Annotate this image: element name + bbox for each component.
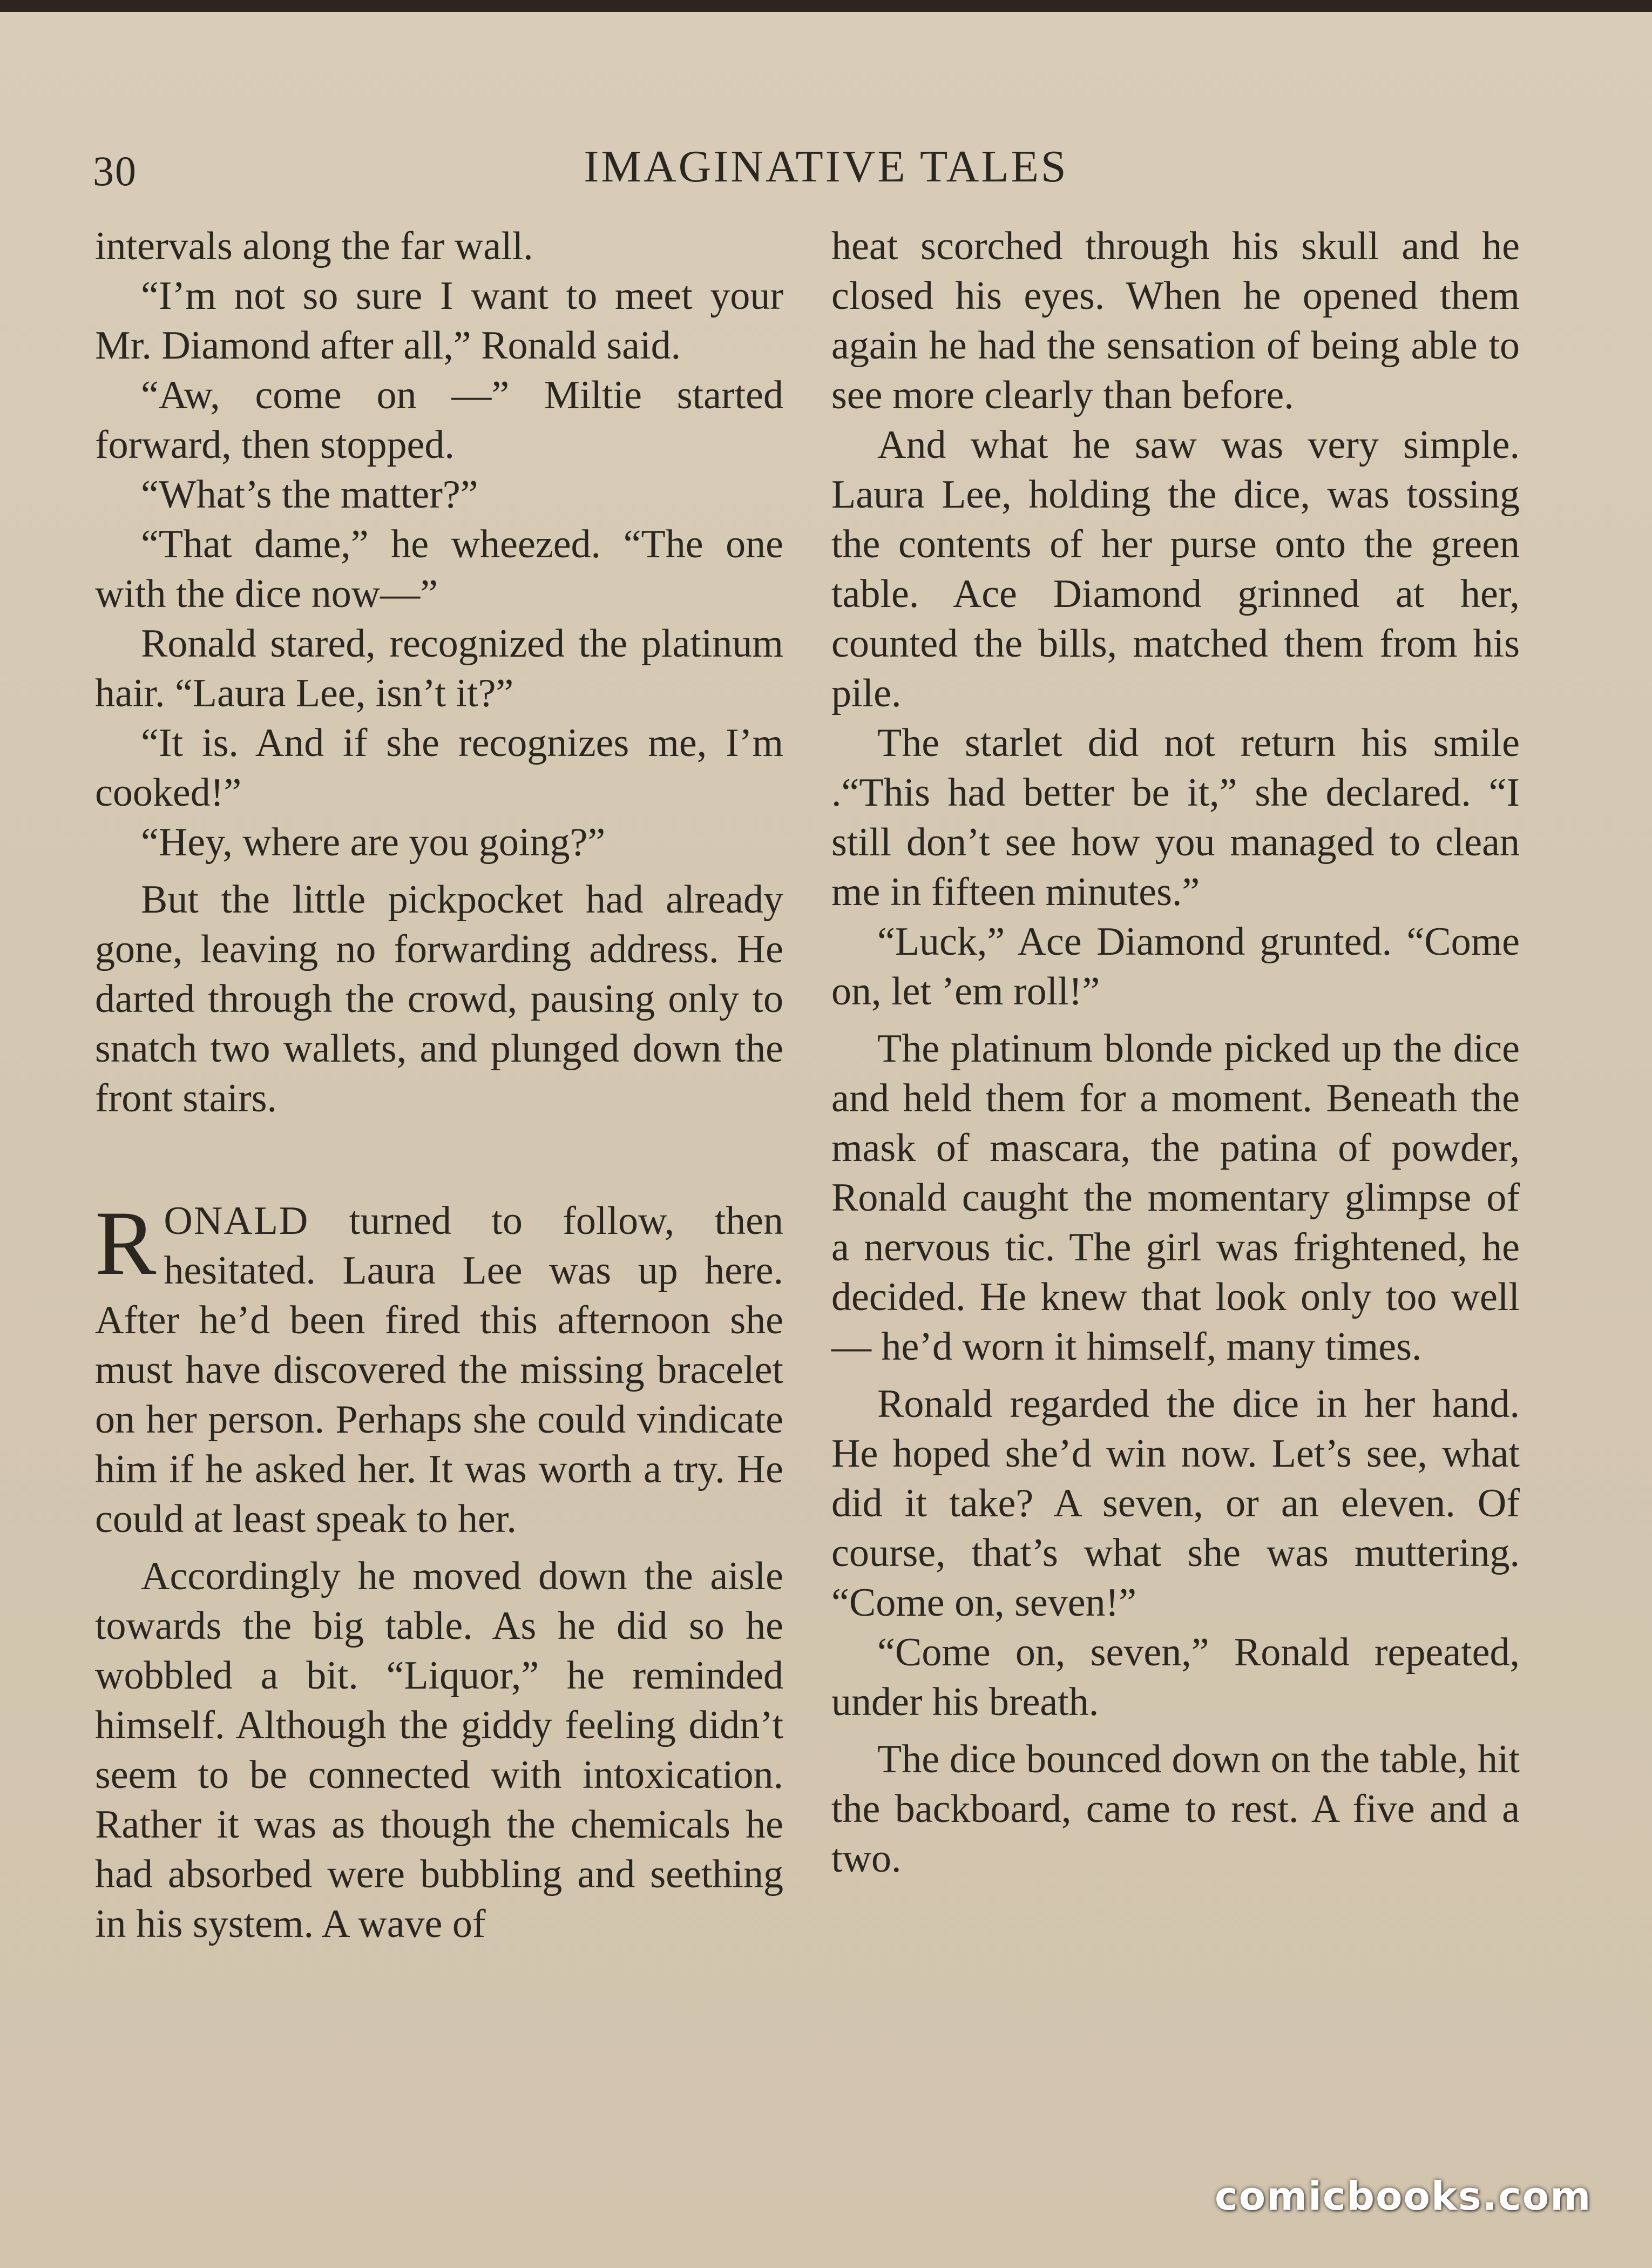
right-column bbox=[831, 221, 1520, 1884]
paragraph: “Come on, seven,” Ronald repeated, under his breath. bbox=[831, 1630, 1520, 1724]
paragraph: “What’s the matter?” bbox=[141, 473, 478, 517]
paragraph: “Aw, come on —” Miltie started forward, then stopped. bbox=[95, 373, 783, 467]
paragraph: Accordingly he moved down the aisle towards the big table. As he did so he wobbled a bit. “Liquor,” he reminded himself. Although the giddy feeling didn’t seem to be connected with intoxication. Rather it was as though the chemicals he had absorbed were bubbling and seething in his system. A wave of bbox=[95, 1554, 783, 1946]
paragraph: The starlet did not return his smile .“This had better be it,” she declared. “I still don’t see how you managed to clean me in fifteen minutes.” bbox=[831, 721, 1520, 914]
paragraph: intervals along the far wall. bbox=[95, 224, 533, 268]
paragraph: And what he saw was very simple. Laura Lee, holding the dice, was tossing the contents of her purse onto the green table. Ace Diamond grinned at her, counted the bills, matched them from his pile. bbox=[831, 423, 1520, 716]
paragraph: Ronald stared, recognized the platinum hair. “Laura Lee, isn’t it?” bbox=[95, 622, 783, 716]
paragraph: But the little pickpocket had already gone, leaving no forwarding address. He darted through the crowd, pausing only to snatch two wallets, and plunged down the front stairs. bbox=[95, 878, 783, 1120]
page-number: 30 bbox=[93, 147, 137, 194]
drop-cap: R bbox=[95, 1192, 157, 1294]
paragraph: “It is. And if she recognizes me, I’m cooked!” bbox=[95, 721, 783, 815]
paragraph: “I’m not so sure I want to meet your Mr. Diamond after all,” Ronald said. bbox=[95, 274, 783, 368]
page-header bbox=[0, 140, 1652, 200]
small-caps-word: ONALD bbox=[164, 1199, 309, 1243]
paragraph: The dice bounced down on the table, hit the backboard, came to rest. A five and a two. bbox=[831, 1737, 1520, 1881]
paragraph: “Hey, where are you going?” bbox=[141, 820, 606, 865]
left-column bbox=[95, 221, 783, 1949]
paragraph: Ronald regarded the dice in her hand. He hoped she’d win now. Let’s see, what did it take? A seven, or an eleven. Of course, that’s what she was muttering. “Come on, seven!” bbox=[831, 1382, 1520, 1625]
paragraph: The platinum blonde picked up the dice and held them for a moment. Beneath the mask of mascara, the patina of powder, Ronald caught the momentary glimpse of a nervous tic. The girl was frightened, he decided. He knew that look only too well — he’d worn it himself, many times. bbox=[831, 1027, 1520, 1369]
paragraph: “Luck,” Ace Diamond grunted. “Come on, let ’em roll!” bbox=[831, 920, 1520, 1014]
section-break-paragraph bbox=[95, 1192, 783, 1544]
dropcap-paragraph bbox=[95, 1192, 783, 1544]
paragraph: heat scorched through his skull and he closed his eyes. When he opened them again he had the sensation of being able to see more clearly than before. bbox=[831, 224, 1520, 417]
site-watermark: comicbooks.com bbox=[1215, 2174, 1592, 2219]
paragraph-text: turned to follow, then hesitated. Laura Lee was up here. After he’d been fired this afternoon she must have discovered the missing bracelet on her person. Perhaps she could vindicate him if he asked her. It was worth a try. He could at least speak to her. bbox=[95, 1199, 783, 1541]
running-head: IMAGINATIVE TALES bbox=[584, 141, 1068, 192]
page-top-edge bbox=[0, 0, 1652, 12]
paragraph: “That dame,” he wheezed. “The one with the dice now—” bbox=[95, 522, 783, 616]
